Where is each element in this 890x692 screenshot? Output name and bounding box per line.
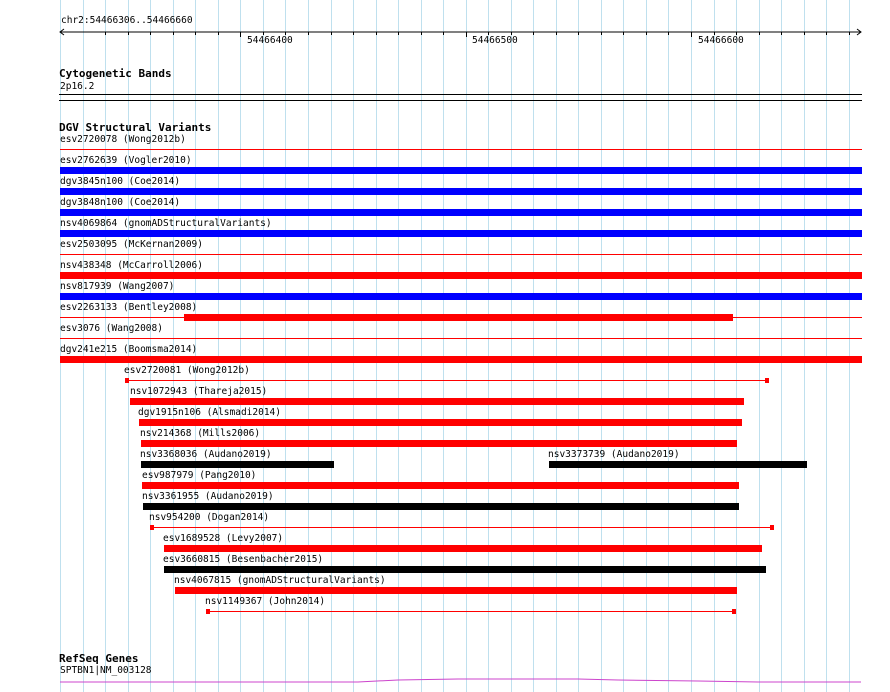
variant-feature[interactable] [60,230,862,237]
feature-endcap [150,525,154,530]
variant-feature[interactable] [60,338,862,339]
ruler-tick-label: 54466600 [698,35,744,46]
variant-feature[interactable] [60,272,862,279]
feature-label[interactable]: esv2503095 (McKernan2009) [60,239,203,250]
variant-feature[interactable] [143,503,739,510]
variant-feature[interactable] [184,314,733,321]
feature-label[interactable]: nsv214368 (Mills2006) [140,428,261,439]
feature-label[interactable]: esv3076 (Wang2008) [60,323,163,334]
refseq-track-title: RefSeq Genes [59,652,139,665]
cytoband-track-title: Cytogenetic Bands [59,67,172,80]
feature-label[interactable]: nsv4067815 (gnomADStructuralVariants) [174,575,386,586]
feature-endcap [770,525,774,530]
variant-feature[interactable] [139,419,742,426]
feature-label[interactable]: dgv1915n106 (Alsmadi2014) [138,407,281,418]
variant-feature[interactable] [207,611,735,612]
feature-endcap [732,609,736,614]
grid-line [759,0,760,692]
variant-feature[interactable] [141,440,737,447]
gene-label[interactable]: SPTBN1|NM_003128 [60,665,152,676]
feature-label[interactable]: nsv3373739 (Audano2019) [548,449,680,460]
ruler-tick-label: 54466400 [247,35,293,46]
feature-label[interactable]: nsv3361955 (Audano2019) [142,491,274,502]
feature-label[interactable]: nsv1149367 (John2014) [205,596,326,607]
cytoband-ideogram-line [59,94,862,95]
variant-feature[interactable] [141,461,334,468]
feature-label[interactable]: nsv954200 (Dogan2014) [149,512,270,523]
feature-label[interactable]: esv1689528 (Levy2007) [163,533,284,544]
feature-label[interactable]: nsv1072943 (Thareja2015) [130,386,268,397]
feature-label[interactable]: dgv3845n100 (Coe2014) [60,176,181,187]
feature-label[interactable]: nsv438348 (McCarroll2006) [60,260,203,271]
ruler-tick-label: 54466500 [472,35,518,46]
feature-label[interactable]: dgv3848n100 (Coe2014) [60,197,181,208]
track-separator [59,100,862,101]
grid-line [804,0,805,692]
variant-feature[interactable] [151,527,772,528]
variant-feature[interactable] [130,398,744,405]
grid-line [781,0,782,692]
variant-feature[interactable] [60,356,862,363]
feature-label[interactable]: esv987979 (Pang2010) [142,470,257,481]
variant-feature[interactable] [175,587,737,594]
feature-label[interactable]: nsv4069864 (gnomADStructuralVariants) [60,218,272,229]
variant-feature[interactable] [549,461,807,468]
variant-feature[interactable] [60,188,862,195]
feature-endcap [125,378,129,383]
variant-feature[interactable] [60,209,862,216]
grid-line [826,0,827,692]
feature-label[interactable]: nsv817939 (Wang2007) [60,281,175,292]
feature-label[interactable]: esv2762639 (Vogler2010) [60,155,192,166]
variant-feature[interactable] [60,254,862,255]
variant-feature[interactable] [60,293,862,300]
cytoband-label: 2p16.2 [60,81,95,92]
feature-label[interactable]: esv2720081 (Wong2012b) [124,365,250,376]
dgv-track-title: DGV Structural Variants [59,121,212,134]
gene-model[interactable] [58,674,864,686]
variant-feature[interactable] [164,545,762,552]
variant-feature[interactable] [126,380,767,381]
feature-label[interactable]: nsv3368036 (Audano2019) [140,449,272,460]
feature-endcap [206,609,210,614]
feature-label[interactable]: esv2720078 (Wong2012b) [60,134,186,145]
feature-label[interactable]: esv2263133 (Bentley2008) [60,302,198,313]
variant-feature[interactable] [60,167,862,174]
feature-endcap [765,378,769,383]
variant-feature[interactable] [164,566,766,573]
feature-label[interactable]: dgv241e215 (Boomsma2014) [60,344,198,355]
feature-label[interactable]: esv3660815 (Besenbacher2015) [163,554,324,565]
grid-line [849,0,850,692]
variant-feature[interactable] [142,482,739,489]
variant-feature[interactable] [60,149,862,150]
position-label: chr2:54466306..54466660 [61,15,193,26]
